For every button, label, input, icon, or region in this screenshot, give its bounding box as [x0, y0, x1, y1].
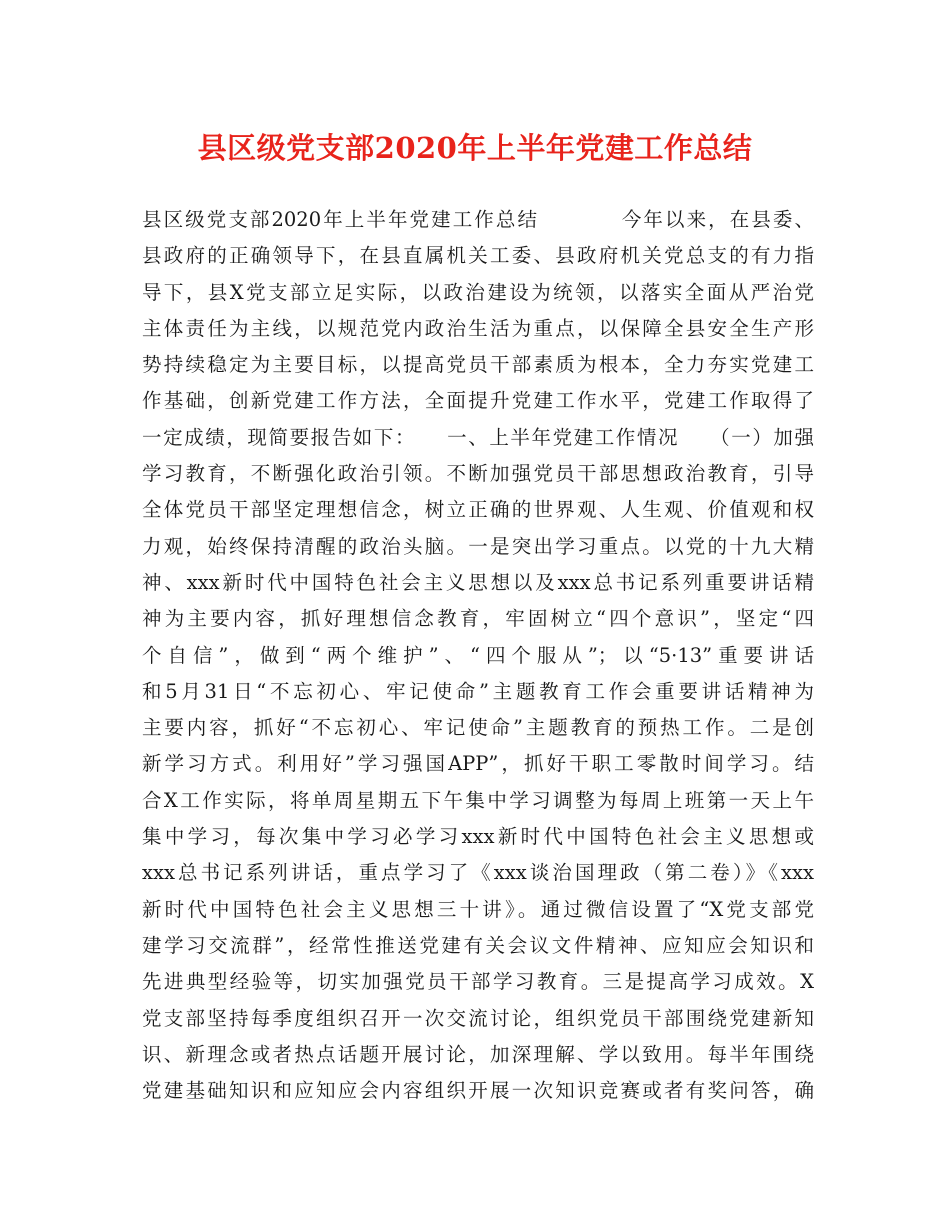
- body-line: 先进典型经验等，切实加强党员干部学习教育。三是提高学习成效。X: [142, 970, 814, 994]
- body-line: 全体党员干部坚定理想信念，树立正确的世界观、人生观、价值观和权: [142, 498, 814, 522]
- body-line: 神、xxx新时代中国特色社会主义思想以及xxx总书记系列重要讲话精: [142, 570, 814, 594]
- body-line: 个自信”，做到“两个维护”、“四个服从”；以“5·13”重要讲话: [142, 643, 814, 667]
- body-line: 神为主要内容，抓好理想信念教育，牢固树立“四个意识”，坚定“四: [142, 607, 814, 631]
- body-line: 集中学习，每次集中学习必学习xxx新时代中国特色社会主义思想或: [142, 825, 814, 849]
- document-title: 县区级党支部2020年上半年党建工作总结: [197, 131, 753, 165]
- body-line: 导下，县X党支部立足实际，以政治建设为统领，以落实全面从严治党: [142, 280, 814, 304]
- body-line: 和5月31日“不忘初心、牢记使命”主题教育工作会重要讲话精神为: [142, 679, 814, 703]
- body-line: 势持续稳定为主要目标，以提高党员干部素质为根本，全力夯实党建工: [142, 353, 814, 377]
- body-line: 县区级党支部2020年上半年党建工作总结 今年以来，在县委、: [142, 208, 814, 231]
- body-line: 识、新理念或者热点话题开展讨论，加深理解、学以致用。每半年围绕: [142, 1042, 814, 1066]
- body-line: 党支部坚持每季度组织召开一次交流讨论，组织党员干部围绕党建新知: [142, 1006, 814, 1030]
- body-line: 主要内容，抓好“不忘初心、牢记使命”主题教育的预热工作。二是创: [142, 716, 814, 740]
- body-line: 一定成绩，现简要报告如下： 一、上半年党建工作情况 （一）加强: [142, 425, 814, 449]
- body-line: 县政府的正确领导下，在县直属机关工委、县政府机关党总支的有力指: [142, 244, 814, 268]
- document-body: [142, 202, 814, 1109]
- body-line: 党建基础知识和应知应会内容组织开展一次知识竞赛或者有奖问答，确: [142, 1079, 814, 1103]
- body-line: 力观，始终保持清醒的政治头脑。一是突出学习重点。以党的十九大精: [142, 534, 814, 558]
- body-line: 合X工作实际，将单周星期五下午集中学习调整为每周上班第一天上午: [142, 788, 814, 812]
- body-line: 新学习方式。利用好”学习强国APP”，抓好干职工零散时间学习。结: [142, 752, 814, 776]
- body-line: xxx总书记系列讲话，重点学习了《xxx谈治国理政（第二卷）》《xxx: [142, 861, 814, 885]
- body-line: 新时代中国特色社会主义思想三十讲》。通过微信设置了“X党支部党: [142, 897, 814, 921]
- body-line: 作基础，创新党建工作方法，全面提升党建工作水平，党建工作取得了: [142, 389, 814, 413]
- body-line: 建学习交流群”，经常性推送党建有关会议文件精神、应知应会知识和: [142, 933, 814, 957]
- body-line: 学习教育，不断强化政治引领。不断加强党员干部思想政治教育，引导: [142, 462, 814, 486]
- body-line: 主体责任为主线，以规范党内政治生活为重点，以保障全县安全生产形: [142, 316, 814, 340]
